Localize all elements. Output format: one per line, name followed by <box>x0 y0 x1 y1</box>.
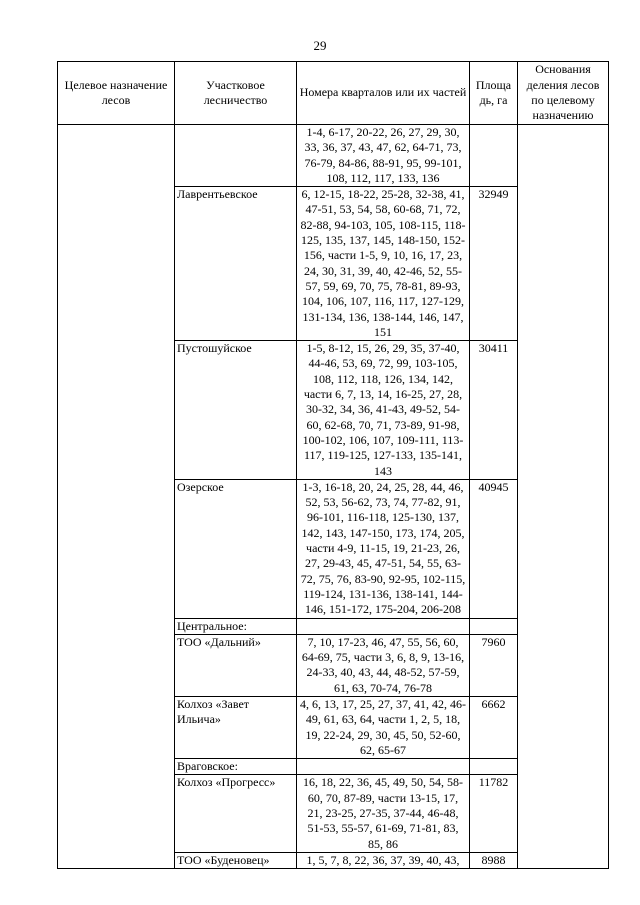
area-cell: 40945 <box>470 479 518 618</box>
district-cell: Колхоз «Завет Ильича» <box>175 696 297 758</box>
area-cell <box>470 618 518 634</box>
quarters-cell: 1-3, 16-18, 20, 24, 25, 28, 44, 46, 52, 53, 56-62, 73, 74, 77-82, 91, 96-101, 116-118, 125-130, 137, 142, 143, 147-150, 173, 174, 205, части 4-9, 11-15, 19, 21-23, 26, 27, 29-43, 45, 47-51, 54, 55, 63-72, 75, 76, 83-90, 92-95, 102-115, 119-124, 131-136, 138-141, 144-146, 151-172, 175-204, 206-208 <box>297 479 470 618</box>
forest-allocation-table <box>57 61 609 869</box>
header-quarters: Номера кварталов или их частей <box>297 62 470 125</box>
quarters-cell: 1-4, 6-17, 20-22, 26, 27, 29, 30, 33, 36, 37, 43, 47, 62, 64-71, 73, 76-79, 84-86, 88-91, 95, 99-101, 108, 112, 117, 133, 136 <box>297 125 470 187</box>
grounds-cell <box>518 125 609 869</box>
table-row <box>58 125 609 187</box>
purpose-cell <box>58 125 175 869</box>
quarters-cell: 1-5, 8-12, 15, 26, 29, 35, 37-40, 44-46, 53, 69, 72, 99, 103-105, 108, 112, 118, 126, 134, 142, части 6, 7, 13, 14, 16-25, 27, 28, 30-32, 34, 36, 41-43, 49-52, 54-60, 62-68, 70, 71, 73-89, 91-98, 100-102, 106, 107, 109-111, 113-117, 119-125, 127-133, 135-141, 143 <box>297 341 470 480</box>
area-cell <box>470 759 518 775</box>
area-cell: 32949 <box>470 187 518 341</box>
area-cell <box>470 125 518 187</box>
header-area: Площа дь, га <box>470 62 518 125</box>
district-cell: Враговское: <box>175 759 297 775</box>
district-cell: ТОО «Буденовец» <box>175 852 297 868</box>
quarters-cell: 6, 12-15, 18-22, 25-28, 32-38, 41, 47-51, 53, 54, 58, 60-68, 71, 72, 82-88, 94-103, 105, 108-115, 118-125, 135, 137, 145, 148-150, 152-156, части 1-5, 9, 10, 16, 17, 23, 24, 30, 31, 39, 40, 42-46, 52, 55-57, 59, 69, 70, 75, 78-81, 89-93, 104, 106, 107, 116, 117, 127-129, 131-134, 136, 138-144, 146, 147, 151 <box>297 187 470 341</box>
quarters-cell: 1, 5, 7, 8, 22, 36, 37, 39, 40, 43, <box>297 852 470 868</box>
header-district: Участковое лесничество <box>175 62 297 125</box>
quarters-cell: 16, 18, 22, 36, 45, 49, 50, 54, 58-60, 70, 87-89, части 13-15, 17, 21, 23-25, 27-35, 37-44, 46-48, 51-53, 55-57, 61-69, 71-81, 83, 85, 86 <box>297 775 470 852</box>
area-cell: 11782 <box>470 775 518 852</box>
area-cell: 7960 <box>470 634 518 696</box>
area-cell: 8988 <box>470 852 518 868</box>
header-grounds: Основания деления лесов по целевому назначению <box>518 62 609 125</box>
area-cell: 6662 <box>470 696 518 758</box>
district-cell: Озерское <box>175 479 297 618</box>
header-purpose: Целевое назначение лесов <box>58 62 175 125</box>
district-cell: Колхоз «Прогресс» <box>175 775 297 852</box>
quarters-cell <box>297 759 470 775</box>
district-cell: ТОО «Дальний» <box>175 634 297 696</box>
page-number: 29 <box>313 38 327 53</box>
area-cell: 30411 <box>470 341 518 480</box>
quarters-cell <box>297 618 470 634</box>
district-cell: Центральное: <box>175 618 297 634</box>
quarters-cell: 4, 6, 13, 17, 25, 27, 37, 41, 42, 46-49, 61, 63, 64, части 1, 2, 5, 18, 19, 22-24, 29, 30, 45, 50, 52-60, 62, 65-67 <box>297 696 470 758</box>
district-cell: Пустошуйское <box>175 341 297 480</box>
district-cell <box>175 125 297 187</box>
district-cell: Лаврентьевское <box>175 187 297 341</box>
quarters-cell: 7, 10, 17-23, 46, 47, 55, 56, 60, 64-69, 75, части 3, 6, 8, 9, 13-16, 24-33, 40, 43, 44, 48-52, 57-59, 61, 63, 70-74, 76-78 <box>297 634 470 696</box>
table-header-row <box>58 62 609 125</box>
